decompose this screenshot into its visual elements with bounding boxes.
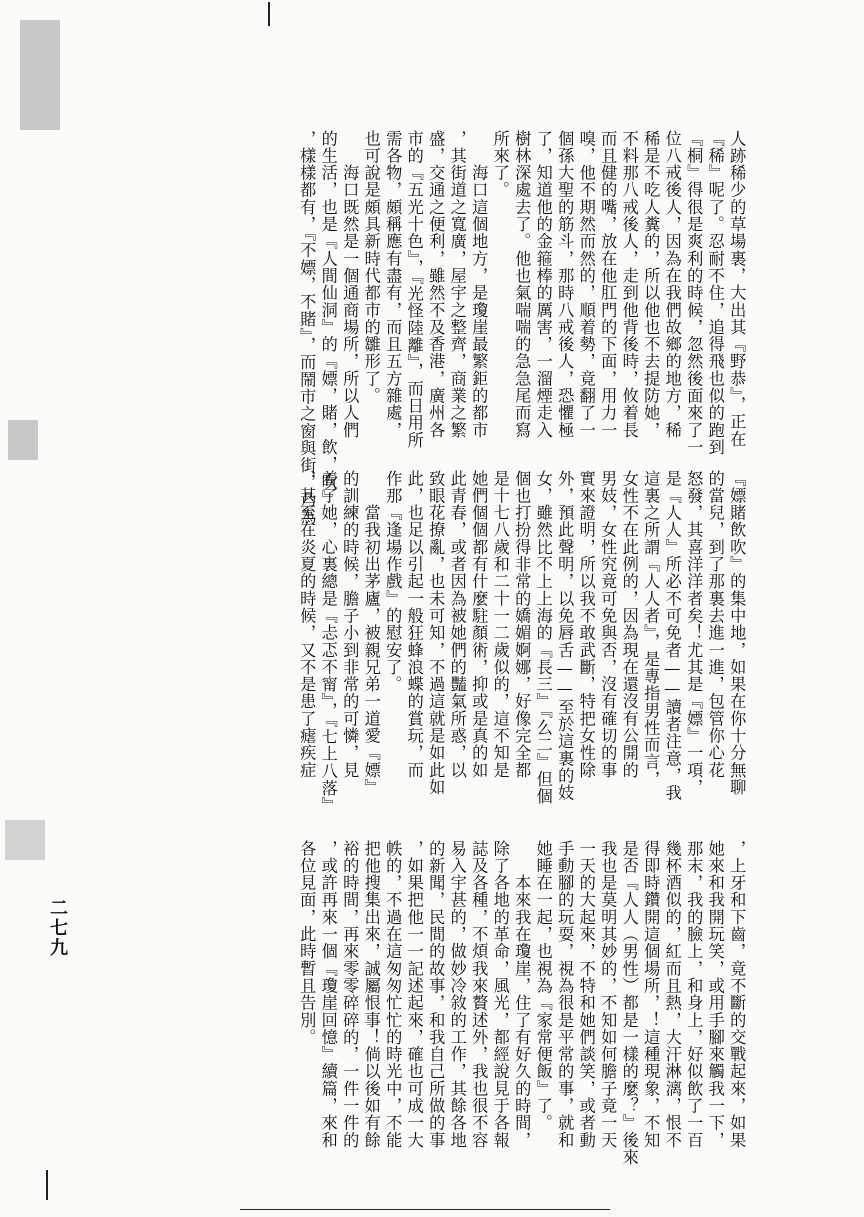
scan-noise-top-left: [20, 20, 60, 130]
text-column: 稀是不吃人糞的，所以他也不去提防她，: [641, 130, 661, 439]
text-column: 本來我在瓊崖，住了有好久的時間，: [512, 840, 532, 1149]
scan-noise-left-edge: [8, 420, 38, 460]
text-column: 此，也足以引起一般狂蜂浪蝶的賞玩，而: [404, 470, 424, 779]
text-column: 幾杯酒似的，紅而且熱，大汗淋漓，恨不: [662, 840, 682, 1149]
text-column: ，如果把他一一記述起來，確也可成一大: [404, 840, 424, 1149]
text-column: 的訓練的時候，膽子小到非常的可憐，見: [340, 470, 360, 779]
text-column: 『嫖賭飲吹』的集中地，如果在你十分無聊: [727, 470, 747, 796]
scan-line-bottom: [46, 1170, 48, 1200]
text-column: 把他搜集出來，誠屬恨事！倘以後如有餘: [361, 840, 381, 1149]
text-column: 而且健的嘴，放在他肛門的下面，用力一: [598, 130, 618, 439]
text-column: 也可說是頗具新時代都市的雛形了。: [361, 130, 381, 405]
text-column: 誌及各種，不煩我來贅述外，我也很不容: [469, 840, 489, 1149]
text-column: 市的『五光十色』，『光怪陸離』，而日用所: [404, 130, 424, 449]
text-column: 男妓，女性究竟可免與否，沒有確切的事: [598, 470, 618, 779]
text-column: 當我初出茅廬，被親兄弟一道愛『嫖』: [361, 470, 381, 796]
text-column: 是『人人』所必不可免者——讀者注意，我: [662, 470, 682, 802]
text-column: 致眼花撩亂，也未可知，不過這就是如此如: [426, 470, 446, 796]
text-column: ，樣樣都有，『不嫖，不賭』，而鬧市之窗與街，乃為: [297, 130, 317, 526]
text-column: 是否『人人（男性）都是一樣的麼？』後來: [619, 840, 639, 1166]
text-column: 實來證明，所以我不敢武斷，特把女性除: [576, 470, 596, 779]
text-column: 海口這個地方，是瓊崖最繁鉅的都市: [469, 130, 489, 439]
page-number: 二七九: [47, 898, 68, 958]
text-column: 她睡在一起，也視為『家常便飯』了。: [533, 840, 553, 1132]
text-column: 所來了。: [490, 130, 510, 199]
text-column: 除了各地的革命，風光，都經說見于各報: [490, 840, 510, 1149]
scan-noise-left-mid: [5, 820, 45, 860]
scan-line-top: [268, 2, 270, 26]
text-column: ，甚至在炎夏的時候，又不是患了瘧疾症: [297, 470, 317, 779]
text-column: 個孫大聖的筋斗，那時八戒後人，恐懼極: [555, 130, 575, 439]
text-column: 各位見面，此時暫且告別。: [297, 840, 317, 1046]
text-column: 需各物，頗稱應有盡有，而且五方雜處，: [383, 130, 403, 439]
text-column: 作那『逢場作戲』的慰安了。: [383, 470, 403, 693]
text-column: 個也打扮得非常的嬌媚婀娜，好像完全都: [512, 470, 532, 779]
text-column: 裕的時間，再來零零碎碎的，一件一件的: [340, 840, 360, 1149]
text-column: 不料那八戒後人，走到他背後時，攸着長: [619, 130, 639, 439]
text-column: 女，雖然比不上上海的『長三』『么二』但個: [533, 470, 553, 805]
text-column: 的當兒，到了那裏去進一進，包管你心花: [705, 470, 725, 779]
text-column: 我也是莫明其妙的，不知如何膽子竟一天: [598, 840, 618, 1149]
text-column: 她們個個都有什麼駐顏術，抑或是真的如: [469, 470, 489, 779]
text-column: 人跡稀少的草場裏，大出其『野恭』，正在: [727, 130, 747, 448]
text-column: 了，知道他的金箍棒的厲害，一溜煙走入: [533, 130, 553, 439]
text-column: 盛，交通之便利，雖然不及香港，廣州各: [426, 130, 446, 439]
text-column: 那末，我的臉上，和身上，好似飲了一百: [684, 840, 704, 1149]
text-column: 的生活，也是『人間仙洞』的『嫖，賭，飲，吹』: [318, 130, 338, 508]
text-column: 女性不在此例的，因為現在還沒有公開的: [619, 470, 639, 779]
text-column: 樹林深處去了。他也氣喘喘的急急尾而寫: [512, 130, 532, 439]
text-column: 位八戒後人，因為在我們故鄉的地方，稀: [662, 130, 682, 439]
text-column: ，其街道之寬廣，屋宇之整齊，商業之繁: [447, 130, 467, 439]
text-column: 外，預此聲明，以免唇舌——至於這裏的妓: [555, 470, 575, 802]
text-column: 帙的，不過在這匆匆忙忙的時光中，不能: [383, 840, 403, 1149]
text-column: ，或許再來一個『瓊崖回憶』續篇，來和: [318, 840, 338, 1149]
text-column: 手動腳的玩耍，視為很是平常的事，就和: [555, 840, 575, 1149]
text-column: 海口既然是一個通商場所，所以人們: [340, 130, 360, 439]
text-column: 得即時鑽開這個場所，！這種現象，不知: [641, 840, 661, 1149]
text-column: 一天的大起來，不特和她們談笑，或者動: [576, 840, 596, 1149]
text-column: 易入宇甚的，做妙冷敘的工作，其餘各地: [447, 840, 467, 1149]
text-column: 的新聞，民間的故事，和我自己所做的事: [426, 840, 446, 1149]
text-column: 『桐』得很是爽利的時候，忽然後面來了一: [684, 130, 704, 456]
text-column: 此青春，或者因為被她們的豔氣所惑，以: [447, 470, 467, 779]
text-column: 着了她，心裏總是『忐忑不甯』，『七上八落』: [318, 470, 338, 814]
text-column: 『稀』呢了。忍耐不住，追得飛也似的跑到: [705, 130, 725, 456]
text-column: 是十七八歲和二十一二歲似的，這不知是: [490, 470, 510, 779]
scan-rule-bottom: [240, 1209, 610, 1210]
text-column: 她來和我開玩笑，或用手腳來觸我一下，: [705, 840, 725, 1149]
text-column: 嗅，他不期然而然的，順着勢，竟翻了一: [576, 130, 596, 439]
text-column: 怒發，其喜洋洋者矣！尤其是『嫖』一項，: [684, 470, 704, 796]
text-column: 這裏之所謂『人人者』，是專指男性而言，: [641, 470, 661, 788]
text-column: ，上牙和下齒，竟不斷的交戰起來，如果: [727, 840, 747, 1149]
